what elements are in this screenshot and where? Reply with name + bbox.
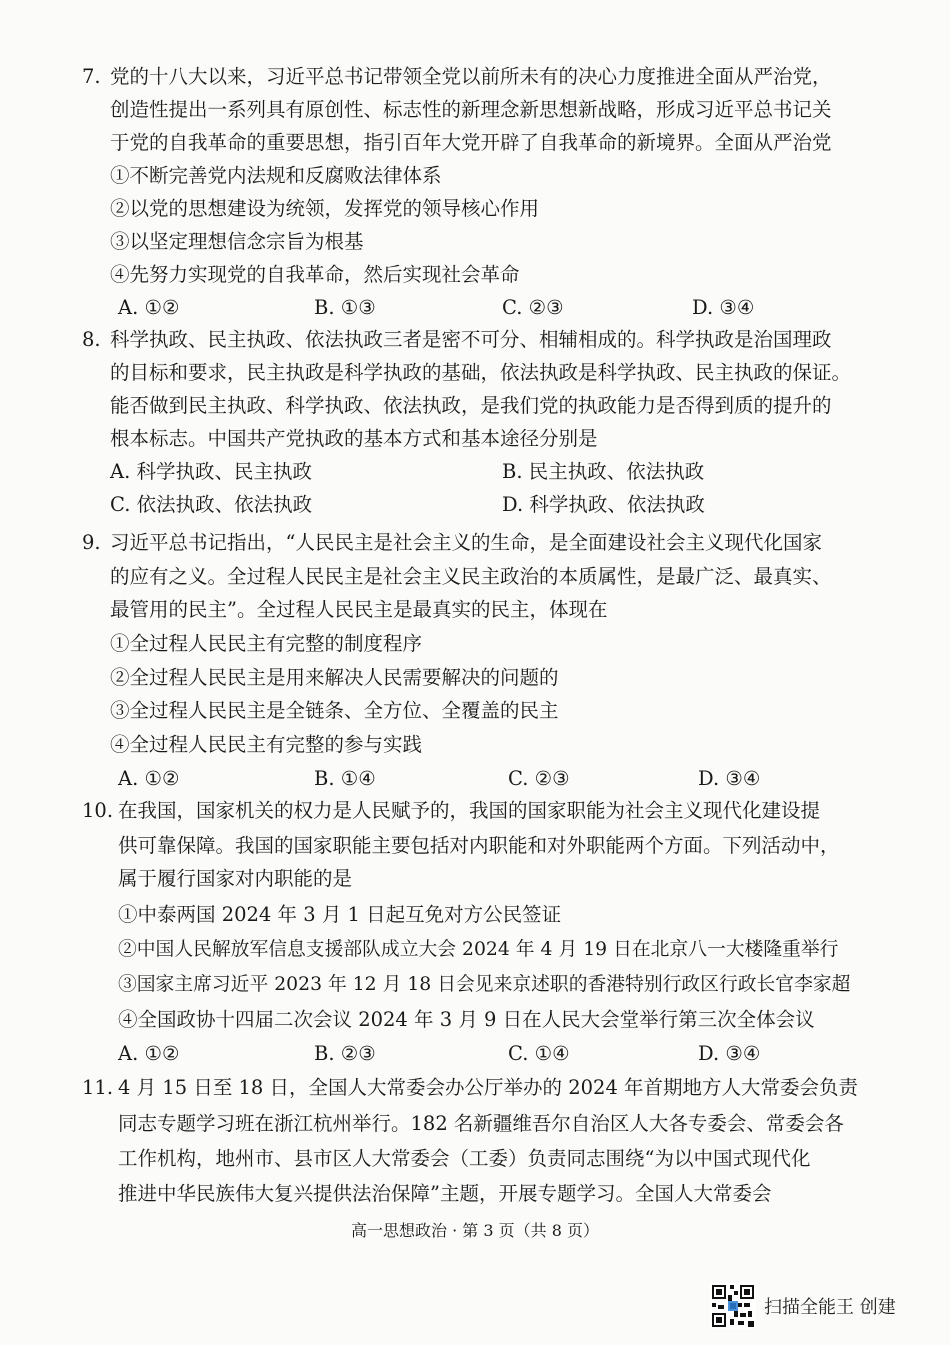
option-a: A. ①②: [118, 767, 180, 790]
watermark-text: 扫描全能王 创建: [764, 1297, 896, 1318]
option-c: C. 依法执政、依法执政: [110, 493, 313, 516]
option-d: D. ③④: [692, 296, 755, 319]
question-number: 8.: [82, 328, 101, 351]
option-b: B. ①④: [314, 767, 376, 790]
question-text-line: 科学执政、民主执政、依法执政三者是密不可分、相辅相成的。科学执政是治国理政: [110, 328, 832, 351]
question-number: 11.: [82, 1076, 114, 1099]
question-text-line: 创造性提出一系列具有原创性、标志性的新理念新思想新战略，形成习近平总书记关: [110, 98, 832, 121]
option-a: A. ①②: [118, 1042, 180, 1065]
page-footer: 高一思想政治 · 第 3 页（共 8 页）: [351, 1221, 599, 1240]
question-text-line: 的应有之义。全过程人民民主是社会主义民主政治的本质属性，是最广泛、最真实、: [110, 565, 832, 588]
option-b: B. 民主执政、依法执政: [502, 460, 705, 483]
question-text-line: 的目标和要求，民主执政是科学执政的基础，依法执政是科学执政、民主执政的保证。: [110, 361, 852, 384]
question-text-line: 习近平总书记指出，“人民民主是社会主义的生命，是全面建设社会主义现代化国家: [110, 531, 822, 554]
question-number: 10.: [82, 799, 114, 822]
statement-3: ③国家主席习近平 2023 年 12 月 18 日会见来京述职的香港特别行政区行政长官李家超: [118, 974, 851, 995]
statement-4: ④全过程人民民主有完整的参与实践: [110, 733, 423, 756]
question-text-line: 推进中华民族伟大复兴提供法治保障”主题，开展专题学习。全国人大常委会: [118, 1182, 772, 1205]
option-d: D. ③④: [698, 1042, 761, 1065]
option-a: A. ①②: [118, 296, 180, 319]
question-text-line: 同志专题学习班在浙江杭州举行。182 名新疆维吾尔自治区人大各专委会、常委会各: [118, 1112, 844, 1135]
statement-2: ②中国人民解放军信息支援部队成立大会 2024 年 4 月 19 日在北京八一大楼隆重举行: [118, 939, 839, 960]
question-text-line: 党的十八大以来，习近平总书记带领全党以前所未有的决心力度推进全面从严治党，: [110, 65, 832, 88]
statement-4: ④先努力实现党的自我革命，然后实现社会革命: [110, 263, 520, 286]
option-c: C. ②③: [508, 767, 570, 790]
question-text-line: 于党的自我革命的重要思想，指引百年大党开辟了自我革命的新境界。全面从严治党: [110, 131, 832, 154]
statement-1: ①全过程人民民主有完整的制度程序: [110, 632, 423, 655]
statement-3: ③以坚定理想信念宗旨为根基: [110, 230, 364, 253]
question-text-line: 4 月 15 日至 18 日，全国人大常委会办公厅举办的 2024 年首期地方人大常委会负责: [118, 1076, 859, 1099]
question-number: 7.: [82, 65, 101, 88]
option-a: A. 科学执政、民主执政: [110, 460, 312, 483]
option-d: D. 科学执政、依法执政: [502, 493, 705, 516]
question-text-line: 最管用的民主”。全过程人民民主是最真实的民主，体现在: [110, 598, 608, 621]
statement-3: ③全过程人民民主是全链条、全方位、全覆盖的民主: [110, 699, 559, 722]
question-text-line: 根本标志。中国共产党执政的基本方式和基本途径分别是: [110, 427, 598, 450]
question-text-line: 在我国，国家机关的权力是人民赋予的，我国的国家职能为社会主义现代化建设提: [118, 799, 821, 822]
statement-4: ④全国政协十四届二次会议 2024 年 3 月 9 日在人民大会堂举行第三次全体会议: [118, 1008, 815, 1031]
option-c: C. ②③: [502, 296, 564, 319]
option-b: B. ②③: [314, 1042, 376, 1065]
statement-2: ②全过程人民民主是用来解决人民需要解决的问题的: [110, 666, 559, 689]
option-b: B. ①③: [314, 296, 376, 319]
statement-2: ②以党的思想建设为统领，发挥党的领导核心作用: [110, 197, 540, 220]
scanner-watermark: [710, 1281, 940, 1331]
option-d: D. ③④: [698, 767, 761, 790]
qr-code-icon: [710, 1283, 756, 1329]
question-text-line: 属于履行国家对内职能的是: [118, 867, 353, 890]
question-text-line: 工作机构，地州市、县市区人大常委会（工委）负责同志围绕“为以中国式现代化: [118, 1147, 811, 1170]
statement-1: ①不断完善党内法规和反腐败法律体系: [110, 164, 442, 187]
statement-1: ①中泰两国 2024 年 3 月 1 日起互免对方公民签证: [118, 903, 562, 926]
option-c: C. ①④: [508, 1042, 570, 1065]
question-text-line: 供可靠保障。我国的国家职能主要包括对内职能和对外职能两个方面。下列活动中，: [118, 834, 840, 857]
question-text-line: 能否做到民主执政、科学执政、依法执政，是我们党的执政能力是否得到质的提升的: [110, 394, 832, 417]
question-number: 9.: [82, 531, 101, 554]
